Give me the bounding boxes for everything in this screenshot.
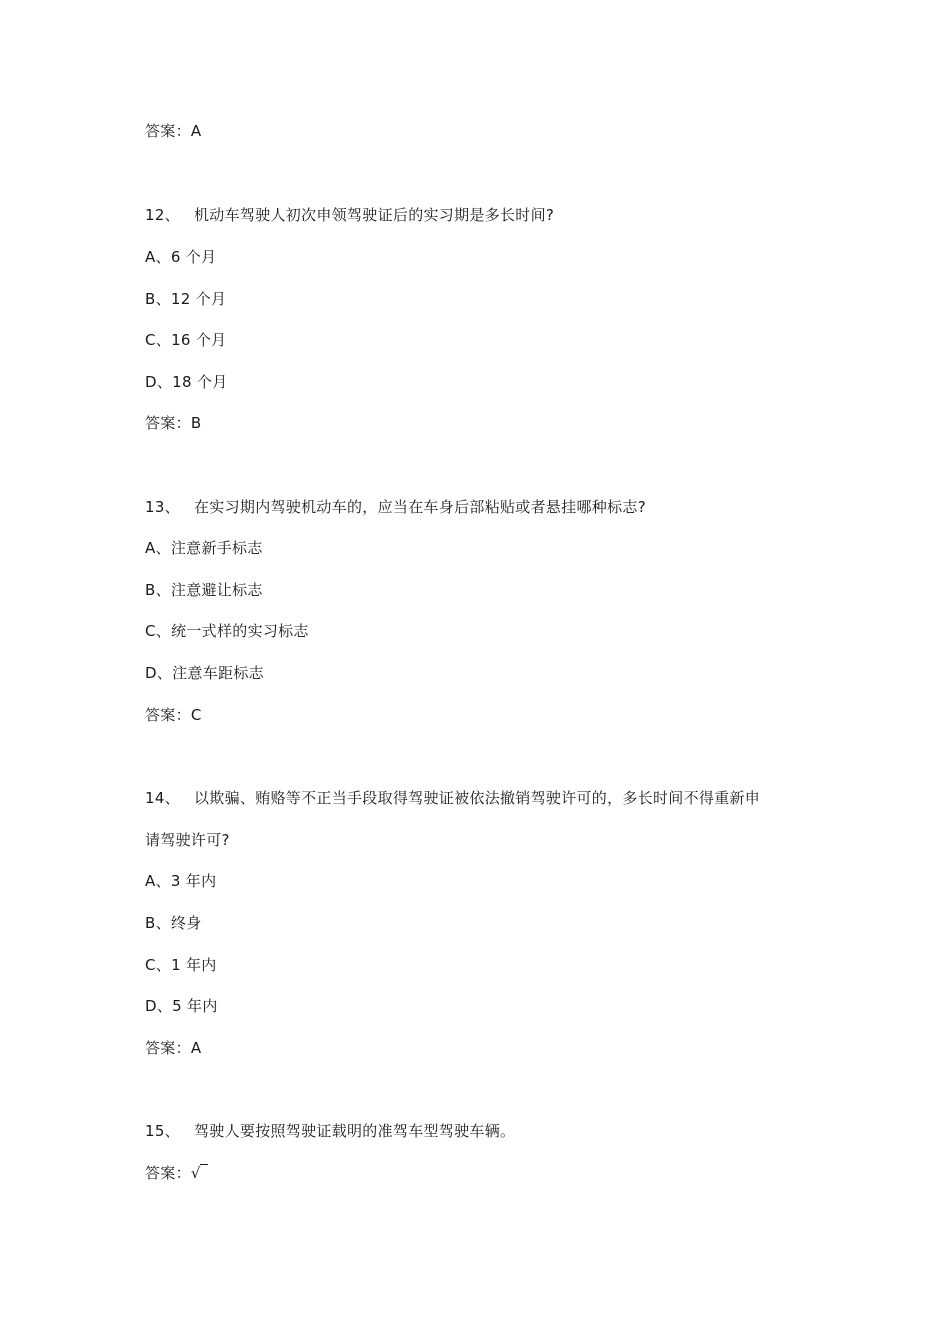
option-d: D、5 年内 (145, 997, 218, 1015)
option-c: C、统一式样的实习标志 (145, 622, 309, 640)
option-c: C、16 个月 (145, 331, 227, 349)
answer-line: 答案：B (145, 414, 202, 432)
answer-line: 答案：C (145, 706, 202, 724)
question-text: 在实习期内驾驶机动车的，应当在车身后部粘贴或者悬挂哪种标志? (194, 498, 646, 516)
question-13 (145, 497, 646, 517)
option-b: B、注意避让标志 (145, 581, 263, 599)
option-d: D、注意车距标志 (145, 664, 264, 682)
answer-line (145, 1163, 208, 1183)
question-15 (145, 1121, 515, 1141)
question-14 (145, 788, 760, 808)
answer-line: 答案：A (145, 122, 202, 140)
option-c: C、1 年内 (145, 956, 217, 974)
question-number: 15、 (145, 1122, 180, 1140)
option-b: B、12 个月 (145, 290, 227, 308)
sqrt-overline (200, 1164, 208, 1165)
question-number: 13、 (145, 498, 180, 516)
check-mark-icon: √ (190, 1164, 201, 1182)
question-text: 驾驶人要按照驾驶证载明的准驾车型驾驶车辆。 (194, 1122, 516, 1140)
answer-line: 答案：A (145, 1039, 202, 1057)
option-a: A、6 个月 (145, 248, 217, 266)
option-d: D、18 个月 (145, 373, 228, 391)
answer-label: 答案： (145, 1164, 191, 1182)
option-a: A、3 年内 (145, 872, 217, 890)
question-number: 14、 (145, 789, 180, 807)
question-number: 12、 (145, 206, 180, 224)
option-a: A、注意新手标志 (145, 539, 263, 557)
question-12 (145, 205, 554, 225)
option-b: B、终身 (145, 914, 202, 932)
question-text-continued: 请驾驶许可? (145, 831, 230, 849)
question-text: 机动车驾驶人初次申领驾驶证后的实习期是多长时间? (194, 206, 555, 224)
question-text: 以欺骗、贿赂等不正当手段取得驾驶证被依法撤销驾驶许可的，多长时间不得重新申 (194, 789, 761, 807)
